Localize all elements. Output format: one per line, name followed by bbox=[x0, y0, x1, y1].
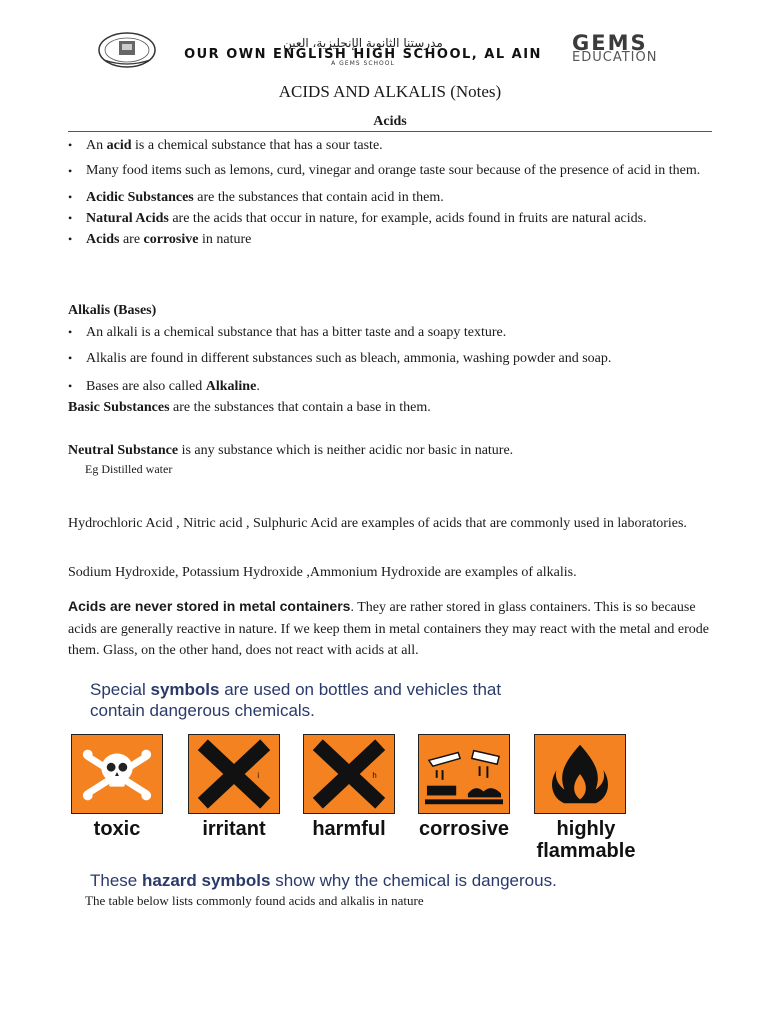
list-item: • Many food items such as lemons, curd, vinegar and orange taste sour because of the presence of acid in them. bbox=[68, 160, 718, 182]
school-subtitle: A GEMS SCHOOL bbox=[331, 60, 395, 67]
alkalis-heading: Alkalis (Bases) bbox=[68, 303, 157, 318]
list-item: • Alkalis are found in different substances such as bleach, ammonia, washing powder and soap. bbox=[68, 348, 718, 369]
page-title: ACIDS AND ALKALIS (Notes) bbox=[278, 82, 502, 101]
list-item: • An alkali is a chemical substance that has a bitter taste and a soapy texture. bbox=[68, 322, 718, 343]
corrosive-label: corrosive bbox=[418, 818, 510, 840]
svg-text:i: i bbox=[257, 770, 260, 780]
school-crest-logo bbox=[96, 30, 158, 70]
storage-paragraph: Acids are never stored in metal containers. They are rather stored in glass containers. This is so because acids are generally reactive in nature. If we keep them in metal containers they may react with the metal and erode them. Glass, on the other hand, does not react with acids at all. bbox=[68, 598, 709, 658]
flammable-symbol-icon bbox=[534, 734, 626, 814]
svg-text:h: h bbox=[372, 770, 377, 780]
school-name-arabic: مدرستنا الثانوية الإنجليزية، العين bbox=[283, 36, 443, 50]
irritant-label: irritant bbox=[202, 818, 266, 840]
list-item: • An acid is a chemical substance that has a sour taste. bbox=[68, 135, 718, 156]
acids-heading: Acids bbox=[373, 114, 407, 129]
harmful-symbol-icon bbox=[303, 734, 395, 814]
toxic-label: toxic bbox=[93, 818, 141, 840]
flammable-label: highly flammable bbox=[536, 818, 636, 862]
table-intro-text: The table below lists commonly found acids and alkalis in nature bbox=[85, 893, 424, 908]
irritant-symbol-icon bbox=[188, 734, 280, 814]
alkali-examples-text: Sodium Hydroxide, Potassium Hydroxide ,Ammonium Hydroxide are examples of alkalis. bbox=[68, 565, 577, 580]
basic-substances-text: Basic Substances are the substances that contain a base in them. bbox=[68, 400, 431, 415]
list-item: • Bases are also called Alkaline. bbox=[68, 376, 718, 397]
school-name-english: OUR OWN ENGLISH HIGH SCHOOL, AL AIN bbox=[184, 47, 542, 62]
hazard-heading: Special symbols are used on bottles and vehicles that contain dangerous chemicals. bbox=[90, 680, 502, 720]
alkalis-bullet-list bbox=[68, 322, 718, 397]
list-item: • Acidic Substances are the substances that contain acid in them. bbox=[68, 187, 718, 208]
gems-education-label: EDUCATION bbox=[572, 50, 658, 65]
neutral-example: Eg Distilled water bbox=[85, 462, 173, 476]
neutral-substance-text: Neutral Substance is any substance which is neither acidic nor basic in nature. bbox=[68, 443, 514, 458]
acid-examples-text: Hydrochloric Acid , Nitric acid , Sulphuric Acid are examples of acids that are commonly used in laboratories. bbox=[68, 516, 687, 531]
heading-divider bbox=[68, 131, 712, 132]
acids-bullet-list bbox=[68, 135, 718, 250]
gems-logo: GEMS bbox=[572, 31, 648, 55]
harmful-label: harmful bbox=[312, 818, 386, 840]
toxic-symbol-icon bbox=[71, 734, 163, 814]
corrosive-symbol-icon bbox=[418, 734, 510, 814]
list-item: • Natural Acids are the acids that occur in nature, for example, acids found in fruits are natural acids. bbox=[68, 208, 718, 229]
list-item: • Acids are corrosive in nature bbox=[68, 229, 718, 250]
hazard-footer: These hazard symbols show why the chemical is dangerous. bbox=[90, 871, 557, 890]
